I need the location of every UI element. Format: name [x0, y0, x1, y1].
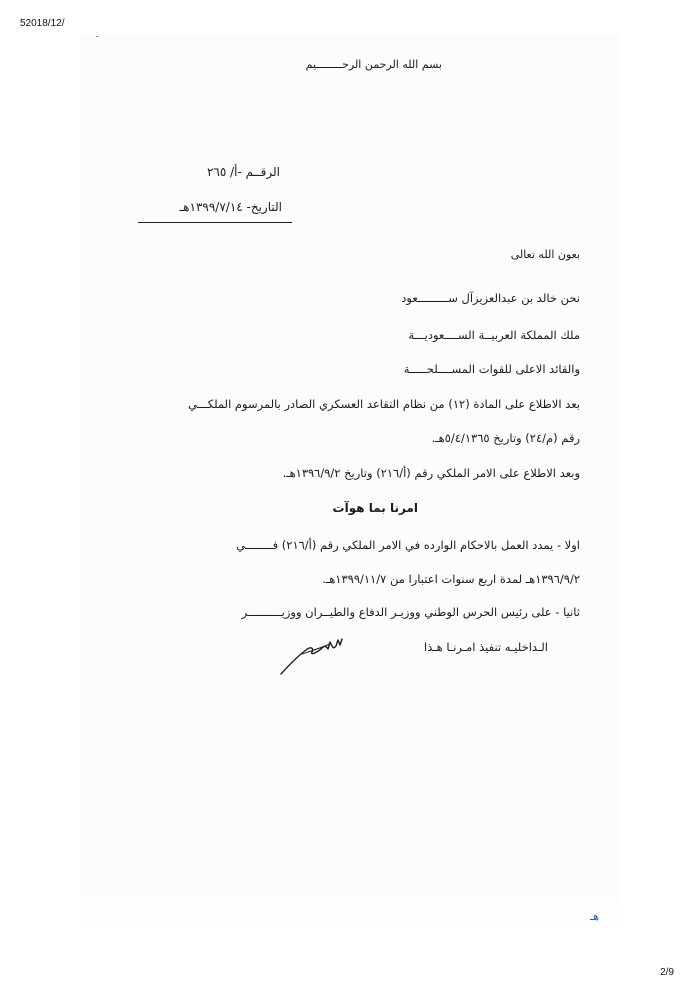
page-number: 2/9: [660, 967, 674, 978]
corner-mark: ـ: [96, 30, 99, 39]
issuer-title-commander: والقائد الاعلى للقوات المســــلحـــــة: [403, 362, 580, 376]
preamble-line: وبعد الاطلاع على الامر الملكي رقم (أ/٢١٦) وتاريخ ١٣٩٦/٩/٢هـ.: [282, 466, 580, 480]
reference-date: التاريخ- ١٣٩٩/٧/١٤هـ: [179, 200, 282, 214]
preamble-line: رقم (م/٢٤) وتاريخ ٥/٤/١٣٦٥هـ.: [431, 431, 580, 445]
date-underline: [138, 222, 292, 223]
handwritten-signature: [278, 630, 348, 676]
article-second-line: ثانيا - على رئيس الحرس الوطني ووزيـر الدفاع والطيــران ووزيــــــــــر: [241, 605, 580, 619]
preamble-line: بعد الاطلاع على المادة (١٢) من نظام التقاعد العسكري الصادر بالمرسوم الملكـــي: [188, 397, 580, 411]
issuer-title-king: ملك المملكة العربيــة الســــعوديـــة: [408, 328, 580, 342]
article-first-line: اولا - يمدد العمل بالاحكام الوارده في الامر الملكي رقم (أ/٢١٦) فــــــــي: [236, 538, 580, 552]
article-first-line: ١٣٩٦/٩/٢هـ لمدة اربع سنوات اعتبارا من ١٣٩٩/١١/٧هـ.: [322, 572, 580, 586]
print-date: 52018/12/: [20, 18, 65, 29]
article-second-line: الـداخليـه تنفيذ امـرنـا هـذا: [424, 640, 548, 654]
decree-heading: امرنا بما هوآت: [332, 501, 418, 515]
reference-number: الرقــم -أ/ ٢٦٥: [206, 165, 280, 179]
scan-edge-fade: [80, 880, 620, 934]
scanned-document-page: [80, 34, 620, 934]
basmala-heading: بسم الله الرحمن الرحــــــــيم: [305, 58, 442, 71]
bottom-mark: هـ: [590, 910, 600, 923]
issuer-name: نحن خالد بن عبدالعزيزآل ســـــــــعود: [401, 291, 580, 305]
divine-help-line: بعون الله تعالى: [510, 248, 580, 261]
